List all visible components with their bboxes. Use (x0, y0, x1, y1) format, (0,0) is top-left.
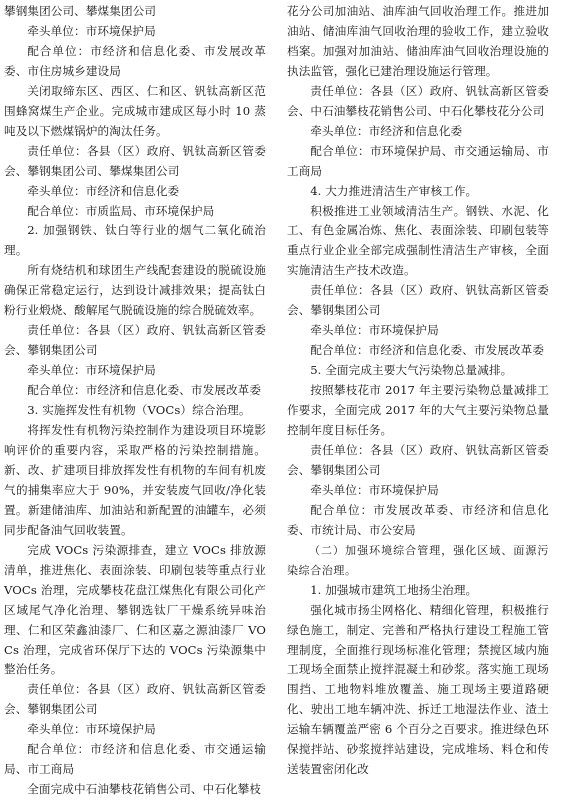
paragraph: 配合单位：市环境保护局、市交通运输局、市工商局 (287, 143, 549, 178)
paragraph: 将挥发性有机物污染控制作为建设项目环境影响评价的重要内容，采取严格的污染控制措施。新、改、扩建项目排放挥发性有机物的车间有机废气的捕集率应大于 90%，并安装废气回收/净化装置。新建储油库、加油站和新配置的油罐车，必须同步配备油气回收装置。 (4, 423, 266, 537)
paragraph: 责任单位：各县（区）政府、钒钛高新区管委会、中石油攀枝花销售公司、中石化攀枝花分公司 (287, 83, 549, 118)
paragraph: 配合单位：市经济和信息化委、市发展改革委、市住房城乡建设局 (4, 43, 266, 78)
paragraph: 4. 大力推进清洁生产审核工作。 (310, 183, 478, 198)
paragraph: 花分公司加油站、油库油气回收治理工作。推进加油站、储油库油气回收治理的验收工作，建立验收档案。加强对加油站、储油库油气回收治理设施的执法监管，强化已建治理设施运行管理。 (287, 4, 549, 78)
paragraph: 配合单位：市发展改革委、市经济和信息化委、市统计局、市公安局 (287, 502, 549, 537)
paragraph: 关闭取缔东区、西区、仁和区、钒钛高新区范围蜂窝煤生产企业。完成城市建成区每小时 10 蒸吨及以下燃煤锅炉的淘汰任务。 (4, 83, 266, 138)
paragraph: 2. 加强钢铁、钛白等行业的烟气二氧化硫治理。 (4, 223, 266, 258)
paragraph: 责任单位：各县（区）政府、钒钛高新区管委会、攀钢集团公司 (287, 442, 549, 477)
paragraph: 强化城市扬尘网格化、精细化管理，积极推行绿色施工，制定、完善和严格执行建设工程施工管理制度，全面推行现场标准化管理；禁搅区域内施工现场全面禁止搅拌混凝土和砂浆。落实施工现场围挡、工地物料堆放覆盖、施工现场主要道路硬化、驶出工地车辆冲洗、拆迁工地湿法作业、渣土运输车辆覆盖严密 6 个百分之百要求。推进绿色环保搅拌站、砂浆搅拌站建设，完成堆场、料仓和传送装置密闭化改 (287, 602, 549, 777)
paragraph: 完成 VOCs 污染源排查，建立 VOCs 排放源清单，推进焦化、表面涂装、印刷包装等重点行业 VOCs 治理，完成攀枝花盘江煤焦化有限公司化产区域尾气净化治理、攀钢选钛厂干燥系统异味治理、仁和区荣鑫油漆厂、仁和区嘉之源油漆厂 VOCs 治理，完成省环保厅下达的 VOCs 污染源集中整治任务。 (4, 542, 266, 677)
paragraph: 牵头单位：市环境保护局 (27, 722, 156, 737)
paragraph: 牵头单位：市环境保护局 (310, 482, 439, 497)
paragraph: 配合单位：市质监局、市环境保护局 (27, 203, 215, 218)
paragraph: 配合单位：市经济和信息化委、市发展改革委 (27, 383, 262, 398)
paragraph: 全面完成中石油攀枝花销售公司、中石化攀枝 (27, 782, 262, 797)
paragraph: 3. 实施挥发性有机物（VOCs）综合治理。 (27, 403, 251, 418)
paragraph: （二）加强环境综合管理，强化区域、面源污染综合治理。 (287, 543, 549, 577)
paragraph: 配合单位：市经济和信息化委、市交通运输局、市工商局 (4, 742, 266, 777)
paragraph: 牵头单位：市经济和信息化委 (310, 123, 463, 138)
paragraph: 所有烧结机和球团生产线配套建设的脱硫设施确保正常稳定运行，达到设计减排效果；提高钛白粉行业煅烧、酸解尾气脱硫设施的综合脱硫效率。 (4, 263, 266, 318)
paragraph: 责任单位：各县（区）政府、钒钛高新区管委会、攀钢集团公司 (4, 323, 266, 358)
paragraph: 牵头单位：市经济和信息化委 (27, 183, 180, 198)
paragraph: 牵头单位：市环境保护局 (27, 23, 156, 38)
paragraph: 按照攀枝花市 2017 年主要污染物总量减排工作要求，全面完成 2017 年的大气主要污染物总量控制年度目标任务。 (287, 383, 549, 438)
paragraph: 5. 全面完成主要大气污染物总量减排。 (310, 363, 513, 378)
paragraph: 积极推进工业领域清洁生产。钢铁、水泥、化工、有色金属冶炼、焦化、表面涂装、印刷包装等重点行业企业全部完成强制性清洁生产审核，全面实施清洁生产技术改造。 (287, 203, 549, 278)
paragraph: 攀钢集团公司、攀煤集团公司 (4, 4, 157, 18)
paragraph: 责任单位：各县（区）政府、钒钛高新区管委会、攀钢集团公司、攀煤集团公司 (4, 143, 266, 178)
left-column (4, 2, 266, 800)
paragraph: 1. 加强城市建筑工地扬尘治理。 (310, 582, 478, 597)
paragraph: 责任单位：各县（区）政府、钒钛高新区管委会、攀钢集团公司 (287, 283, 549, 318)
paragraph: 责任单位：各县（区）政府、钒钛高新区管委会、攀钢集团公司 (4, 682, 266, 717)
paragraph: 牵头单位：市环境保护局 (310, 323, 439, 338)
paragraph: 牵头单位：市环境保护局 (27, 363, 156, 378)
right-column (287, 2, 549, 780)
paragraph: 配合单位：市经济和信息化委、市发展改革委 (310, 343, 545, 358)
